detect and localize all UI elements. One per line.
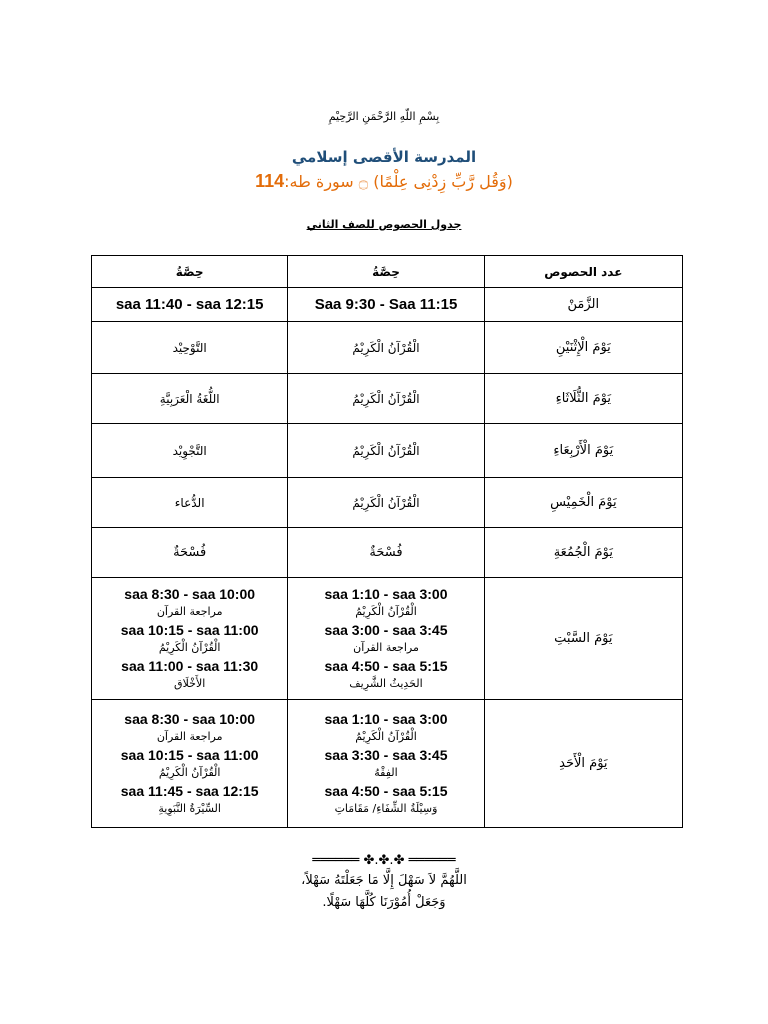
subject-slot: السِّيْرَةُ النَّبَوِيةِ	[158, 801, 221, 815]
subject-slot: وَسِيْلَةُ الشِّفَاءِ/ مَقَامَاتِ	[334, 801, 438, 815]
header-label: عدد الحصوص	[484, 256, 682, 288]
day-thursday: يَوْمَ الْخَمِيْسِ	[484, 478, 682, 528]
subject-slot: الْقُرْآنُ الْكَرِيْمُ	[158, 640, 221, 654]
subject-slot: الْقُرْآنُ الْكَرِيْمُ	[158, 765, 221, 779]
subject-slot: الفِقْهُ	[374, 765, 398, 779]
saturday-period2	[288, 578, 484, 700]
header-period3: حِصَّةُ	[92, 256, 288, 288]
day-sunday: يَوْمَ الْأَحَدِ	[484, 700, 682, 828]
subject-cell: اللُّغَةُ الْعَرَبِيَّةِ	[92, 374, 288, 424]
day-monday: يَوْمَ الْإِثْنَيْنِ	[484, 322, 682, 374]
table-row	[92, 322, 683, 374]
schedule-title: جدول الحصوص للصف الثاني	[306, 218, 462, 231]
day-friday: يَوْمَ الْجُمُعَةِ	[484, 528, 682, 578]
time-slot: saa 1:10 - saa 3:00	[324, 585, 448, 602]
time-label: الزَّمَنْ	[484, 288, 682, 322]
day-tuesday: يَوْمَ الثُّلَاثَاءِ	[484, 374, 682, 424]
ornament-divider: ══════ ✤.✤.✤ ══════	[312, 853, 456, 868]
school-name: المدرسة الأقصى إسلامي	[291, 148, 477, 166]
table-row	[92, 374, 683, 424]
day-saturday: يَوْمَ السَّبْتِ	[484, 578, 682, 700]
saturday-period3	[92, 578, 288, 700]
time-slot: saa 8:30 - saa 10:00	[124, 710, 256, 727]
quran-verse	[0, 171, 768, 192]
time-slot: saa 3:00 - saa 3:45	[324, 621, 448, 638]
schedule-table	[91, 255, 683, 828]
time-slot: saa 11:00 - saa 11:30	[121, 657, 259, 674]
subject-slot: الْقُرْآنُ الْكَرِيْمُ	[355, 604, 417, 618]
subject-cell: فُسْحَةٌ	[92, 528, 288, 578]
table-row	[92, 578, 683, 700]
dua-line-2: وَجَعَلْ أُمُوْرَنَا كُلَّهَا سَهْلًا.	[322, 895, 446, 910]
basmala: بِسْمِ اللّهِ الرَّحْمَنِ الرَّحِيْمِ	[328, 110, 440, 123]
subject-slot: مراجعة القرآن	[156, 604, 223, 618]
table-row	[92, 478, 683, 528]
dua-line-1: اللَّهُمَّ لاَ سَهْلَ إِلَّا مَا جَعَلْتَهُ سَهْلاً،	[301, 873, 467, 888]
header-period2: حِصَّةُ	[288, 256, 484, 288]
subject-cell: التَّجْوِيْد	[92, 424, 288, 478]
time-slot: saa 1:10 - saa 3:00	[324, 710, 448, 727]
time-slot: saa 11:45 - saa 12:15	[120, 782, 259, 799]
subject-cell: الْقُرْآنُ الْكَرِيْمُ	[288, 424, 484, 478]
table-row	[92, 424, 683, 478]
table-row	[92, 528, 683, 578]
time-slot: saa 3:30 - saa 3:45	[324, 746, 448, 763]
time-period3: saa 11:40 - saa 12:15	[92, 288, 288, 322]
subject-cell: الْقُرْآنُ الْكَرِيْمُ	[288, 478, 484, 528]
day-wednesday: يَوْمَ الْأَرْبِعَاءِ	[484, 424, 682, 478]
verse-number: 114	[255, 171, 285, 191]
time-slot: saa 8:30 - saa 10:00	[124, 585, 256, 602]
header-row	[92, 256, 683, 288]
verse-text: (وَقُل رَّبِّ زِدْنِى عِلْمًا) ۝ سورة طه:	[284, 172, 513, 191]
time-slot: saa 4:50 - saa 5:15	[324, 782, 448, 799]
time-row	[92, 288, 683, 322]
sunday-period3	[92, 700, 288, 828]
table-row	[92, 700, 683, 828]
subject-slot: الحَدِيثُ الشَّرِيف	[349, 676, 423, 690]
time-period2: Saa 9:30 - Saa 11:15	[288, 288, 484, 322]
subject-slot: الأَخْلَاق	[174, 676, 206, 690]
time-slot: saa 10:15 - saa 11:00	[120, 621, 259, 638]
subject-cell: التَّوْحِيْد	[92, 322, 288, 374]
subject-cell: فُسْحَةٌ	[288, 528, 484, 578]
subject-cell: الْقُرْآنُ الْكَرِيْمُ	[288, 322, 484, 374]
subject-cell: الدُّعاء	[92, 478, 288, 528]
subject-slot: مراجعة القرآن	[353, 640, 419, 654]
subject-cell: الْقُرْآنُ الْكَرِيْمُ	[288, 374, 484, 424]
subject-slot: مراجعة القرآن	[156, 729, 223, 743]
sunday-period2	[288, 700, 484, 828]
time-slot: saa 4:50 - saa 5:15	[324, 657, 448, 674]
time-slot: saa 10:15 - saa 11:00	[120, 746, 259, 763]
subject-slot: الْقُرْآنُ الْكَرِيْمُ	[355, 729, 417, 743]
